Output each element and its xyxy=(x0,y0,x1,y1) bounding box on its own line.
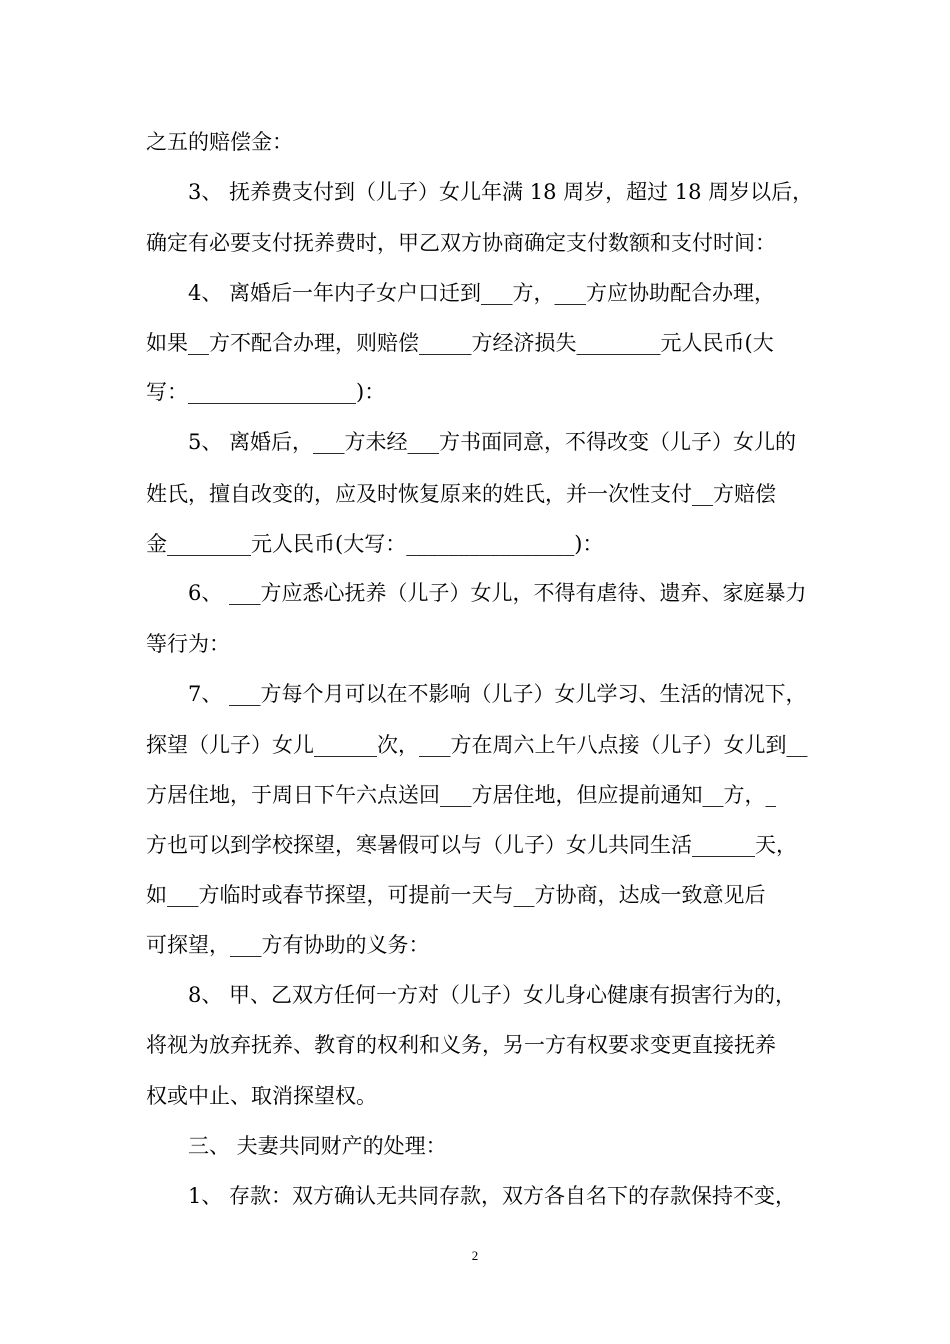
text-line: 金________元人民币(大写：________________)： xyxy=(146,532,604,556)
text-line: 姓氏，擅自改变的，应及时恢复原来的姓氏，并一次性支付__方赔偿 xyxy=(146,482,776,506)
text-line: 之五的赔偿金： xyxy=(146,130,293,154)
text-line: 6、 ___方应悉心抚养（儿子）女儿，不得有虐待、遗弃、家庭暴力 xyxy=(188,581,807,605)
text-line: 可探望，___方有协助的义务： xyxy=(146,933,430,957)
text-line: 方也可以到学校探望，寒暑假可以与（儿子）女儿共同生活______天， xyxy=(146,833,797,857)
text-line: 方居住地，于周日下午六点送回___方居住地，但应提前通知__方，_ xyxy=(146,783,776,807)
text-line: 权或中止、取消探望权。 xyxy=(146,1084,377,1108)
text-line: 确定有必要支付抚养费时，甲乙双方协商确定支付数额和支付时间： xyxy=(146,231,776,255)
text-line: 写：________________)： xyxy=(146,380,386,404)
text-line: 如果__方不配合办理，则赔偿_____方经济损失________元人民币(大 xyxy=(146,331,774,355)
text-line: 将视为放弃抚养、教育的权利和义务，另一方有权要求变更直接抚养 xyxy=(146,1033,776,1057)
text-line: 5、 离婚后，___方未经___方书面同意，不得改变（儿子）女儿的 xyxy=(188,430,797,454)
text-line: 3、 抚养费支付到（儿子）女儿年满 18 周岁，超过 18 周岁以后， xyxy=(188,180,814,204)
text-line: 4、 离婚后一年内子女户口迁到___方，___方应协助配合办理， xyxy=(188,281,776,305)
text-line: 1、 存款：双方确认无共同存款，双方各自名下的存款保持不变， xyxy=(188,1184,797,1208)
section-heading: 三、 夫妻共同财产的处理： xyxy=(188,1134,447,1158)
text-line: 7、 ___方每个月可以在不影响（儿子）女儿学习、生活的情况下， xyxy=(188,682,807,706)
text-line: 等行为： xyxy=(146,632,230,656)
text-line: 探望（儿子）女儿______次，___方在周六上午八点接（儿子）女儿到__ xyxy=(146,733,808,757)
text-line: 如___方临时或春节探望，可提前一天与__方协商，达成一致意见后 xyxy=(146,883,766,907)
page-number: 2 xyxy=(471,1248,479,1263)
text-line: 8、 甲、乙双方任何一方对（儿子）女儿身心健康有损害行为的， xyxy=(188,983,797,1007)
